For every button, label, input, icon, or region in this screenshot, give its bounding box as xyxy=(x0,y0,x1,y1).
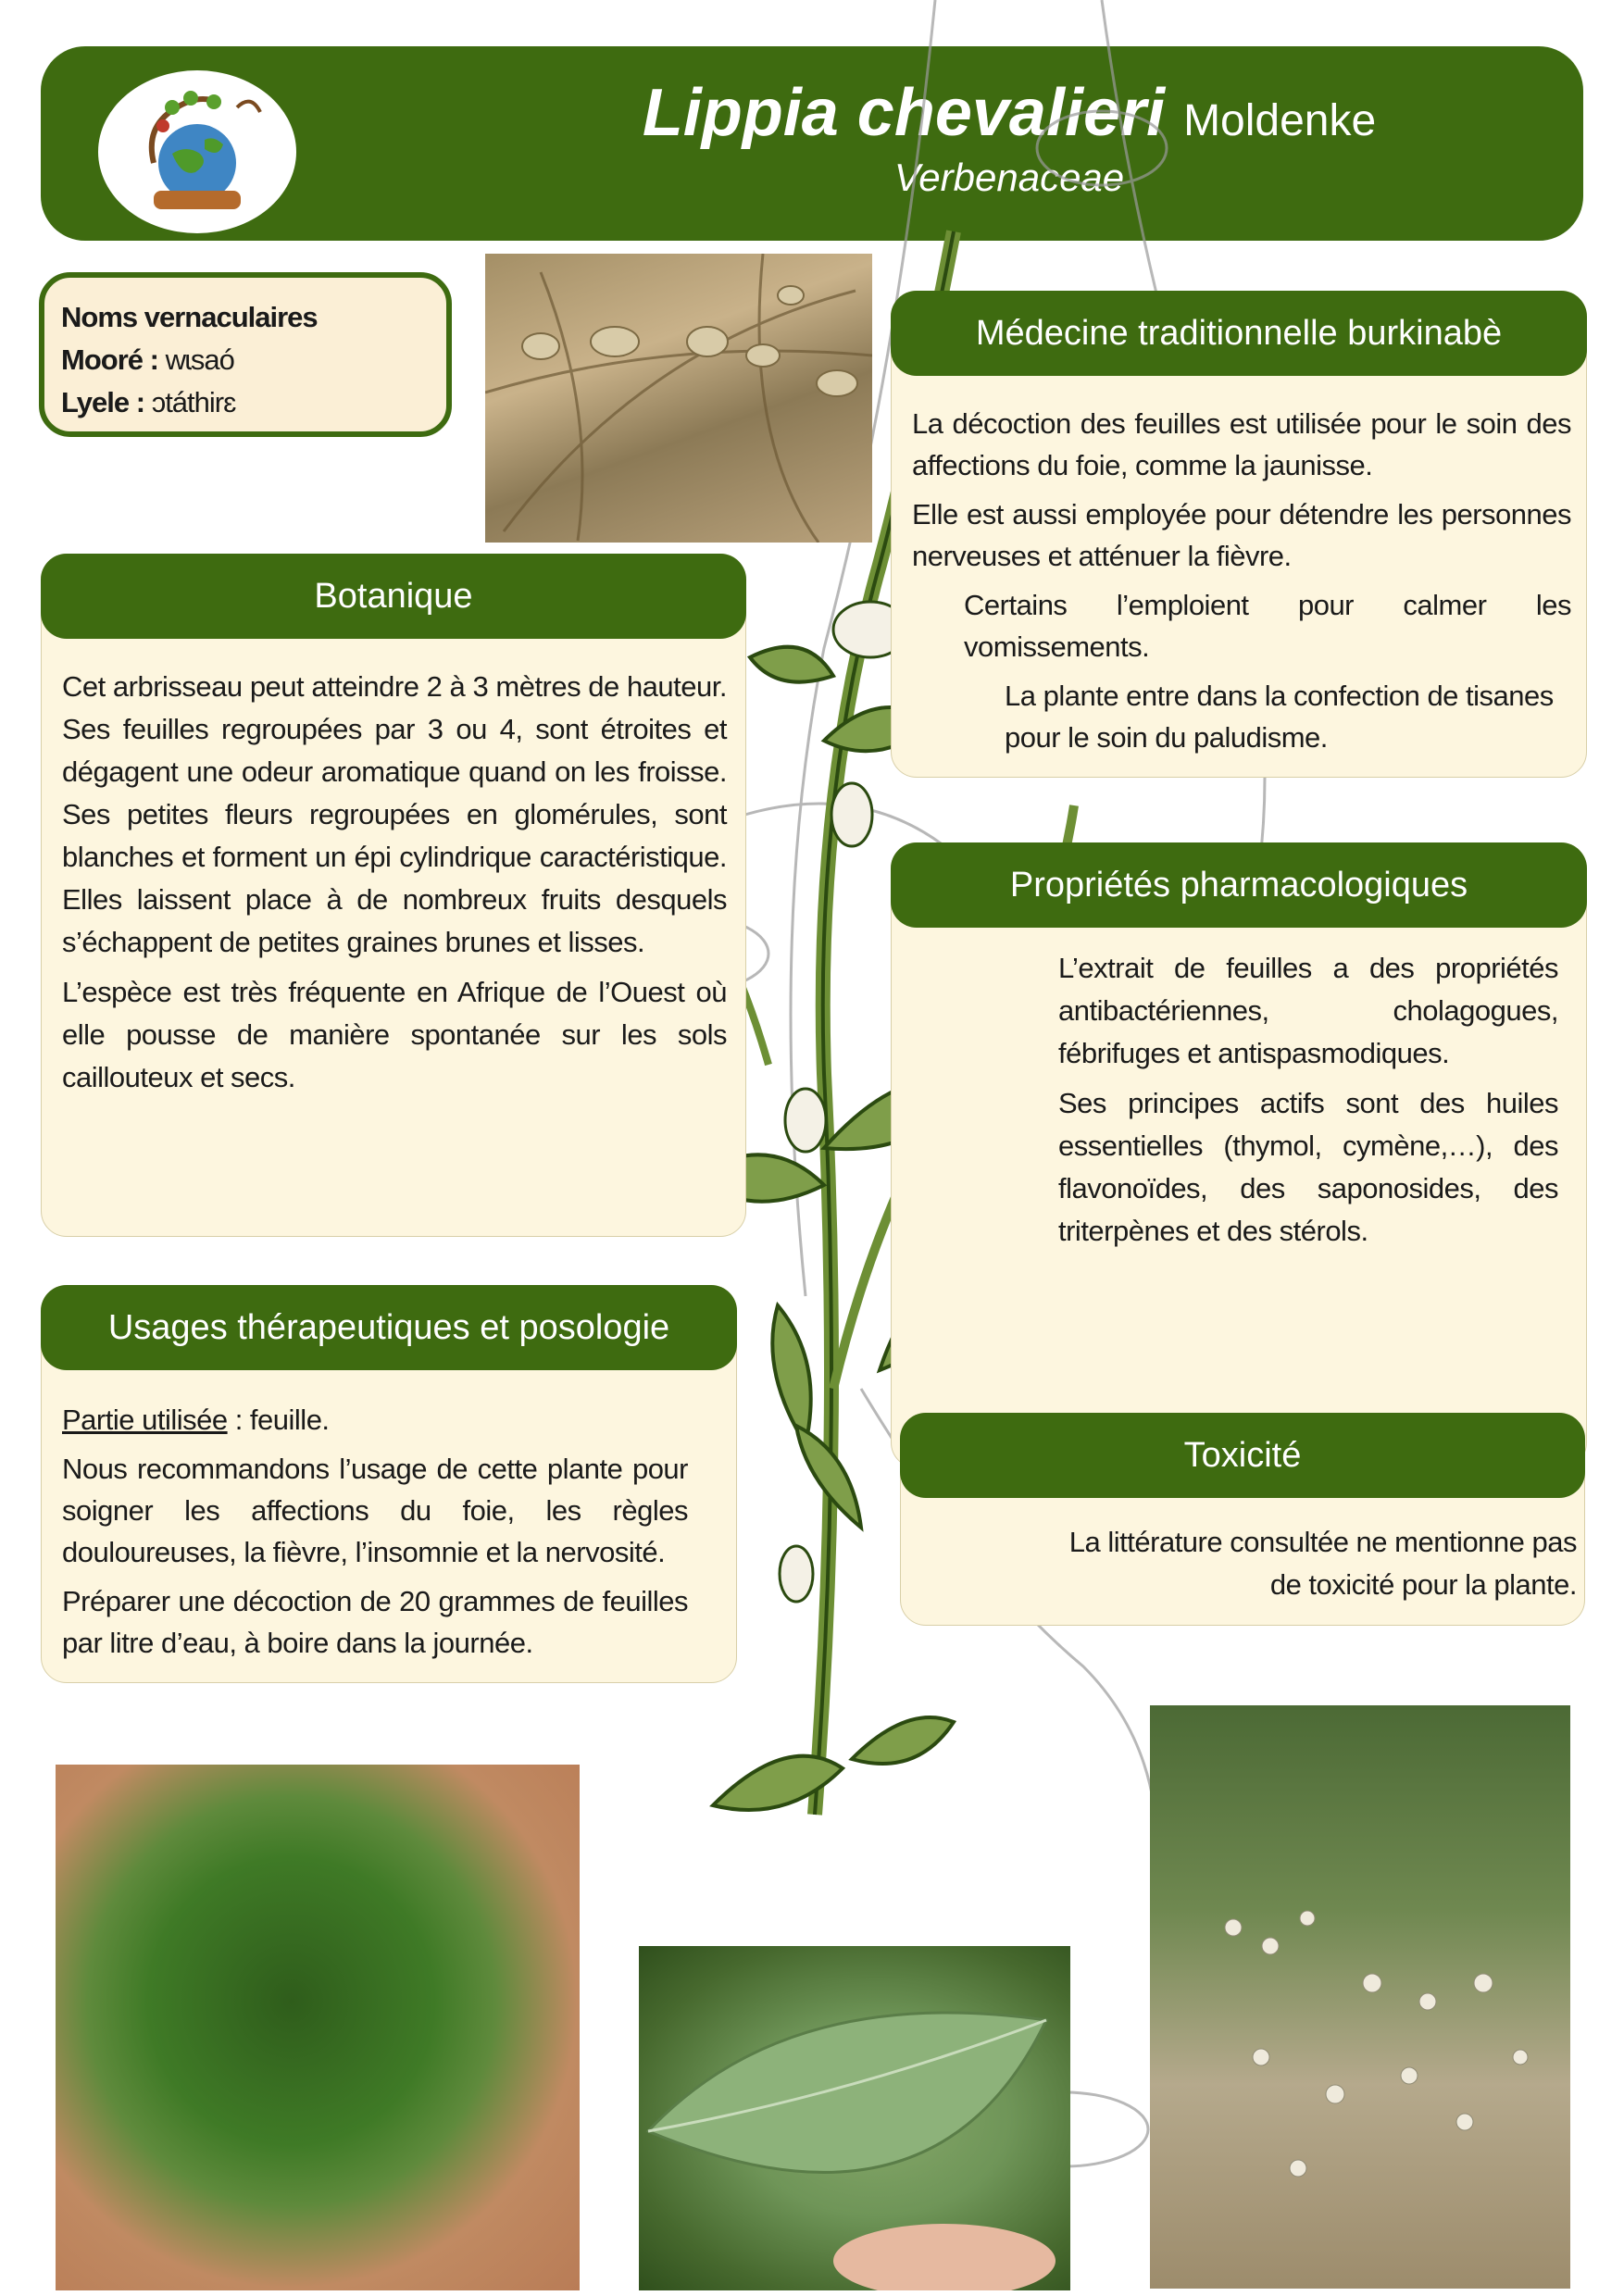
part-used-label: Partie utilisée xyxy=(62,1404,228,1436)
vernacular-title: Noms vernaculaires xyxy=(61,301,318,333)
field-plants-photo xyxy=(1150,1705,1570,2289)
toxicite-panel xyxy=(900,1413,1585,1626)
proprietes-heading: Propriétés pharmacologiques xyxy=(891,842,1587,928)
moore-label: Mooré : xyxy=(61,343,158,376)
usages-paragraph-1: Nous recommandons l’usage de cette plante pour soigner les affections du foie, les règles douloureuses, la fièvre, l’insomnie et la nervosité. xyxy=(62,1453,688,1568)
medecine-paragraph-1: La décoction des feuilles est utilisée pour le soin des affections du foie, comme la jaunisse. xyxy=(912,407,1571,481)
proprietes-paragraph-1: L’extrait de feuilles a des propriétés antibactériennes, cholagogues, fébrifuges et antispasmodiques. xyxy=(1058,952,1558,1069)
dry-inflorescence-photo xyxy=(485,254,872,543)
medecine-paragraph-3: Certains l’emploient pour calmer les vomissements. xyxy=(964,589,1571,663)
lyele-label: Lyele : xyxy=(61,386,145,418)
vernacular-names-box xyxy=(39,272,452,437)
medecine-heading: Médecine traditionnelle burkinabè xyxy=(891,291,1587,376)
medecine-paragraph-2: Elle est aussi employée pour détendre les personnes nerveuses et atténuer la fièvre. xyxy=(912,498,1571,572)
part-used-value: : feuille. xyxy=(227,1404,330,1436)
medecine-paragraph-4: La plante entre dans la confection de tisanes pour le soin du paludisme. xyxy=(1005,680,1554,754)
moore-value: wɩsaó xyxy=(165,343,234,376)
usages-panel xyxy=(41,1285,737,1683)
leaf-closeup-photo xyxy=(639,1946,1070,2290)
lyele-value: ɔtáthirɛ xyxy=(151,386,236,418)
usages-paragraph-2: Préparer une décoction de 20 grammes de feuilles par litre d’eau, à boire dans la journée. xyxy=(62,1585,688,1659)
species-name: Lippia chevalieri xyxy=(642,76,1166,150)
jardins-du-monde-logo xyxy=(98,70,296,233)
botanique-paragraph-1: Cet arbrisseau peut atteindre 2 à 3 mètres de hauteur. Ses feuilles regroupées par 3 ou 4, sont étroites et dégagent une odeur aromatique quand on les froisse. Ses petites fleurs regroupées en glomérules, sont blanches et forment un épi cylindrique caractéristique. Elles laissent place à de nombreux fruits desquels s’échappent de petites graines brunes et lisses. xyxy=(62,670,727,958)
species-author: Moldenke xyxy=(1183,96,1377,145)
proprietes-paragraph-2: Ses principes actifs sont des huiles essentielles (thymol, cymène,…), des flavonoïdes, des saponosides, des triterpènes et des stérols. xyxy=(1058,1087,1558,1247)
botanique-panel xyxy=(41,554,746,1237)
shrub-photo xyxy=(56,1765,580,2290)
toxicite-heading: Toxicité xyxy=(900,1413,1585,1498)
medecine-panel xyxy=(891,291,1587,778)
botanique-heading: Botanique xyxy=(41,554,746,639)
proprietes-panel xyxy=(891,842,1587,1468)
botanique-paragraph-2: L’espèce est très fréquente en Afrique de l’Ouest où elle pousse de manière spontanée sur les sols caillouteux et secs. xyxy=(62,976,727,1093)
plant-family: Verbenaceae xyxy=(893,156,1125,199)
toxicite-paragraph: La littérature consultée ne mentionne pas de toxicité pour la plante. xyxy=(1068,1526,1577,1601)
usages-heading: Usages thérapeutiques et posologie xyxy=(41,1285,737,1370)
